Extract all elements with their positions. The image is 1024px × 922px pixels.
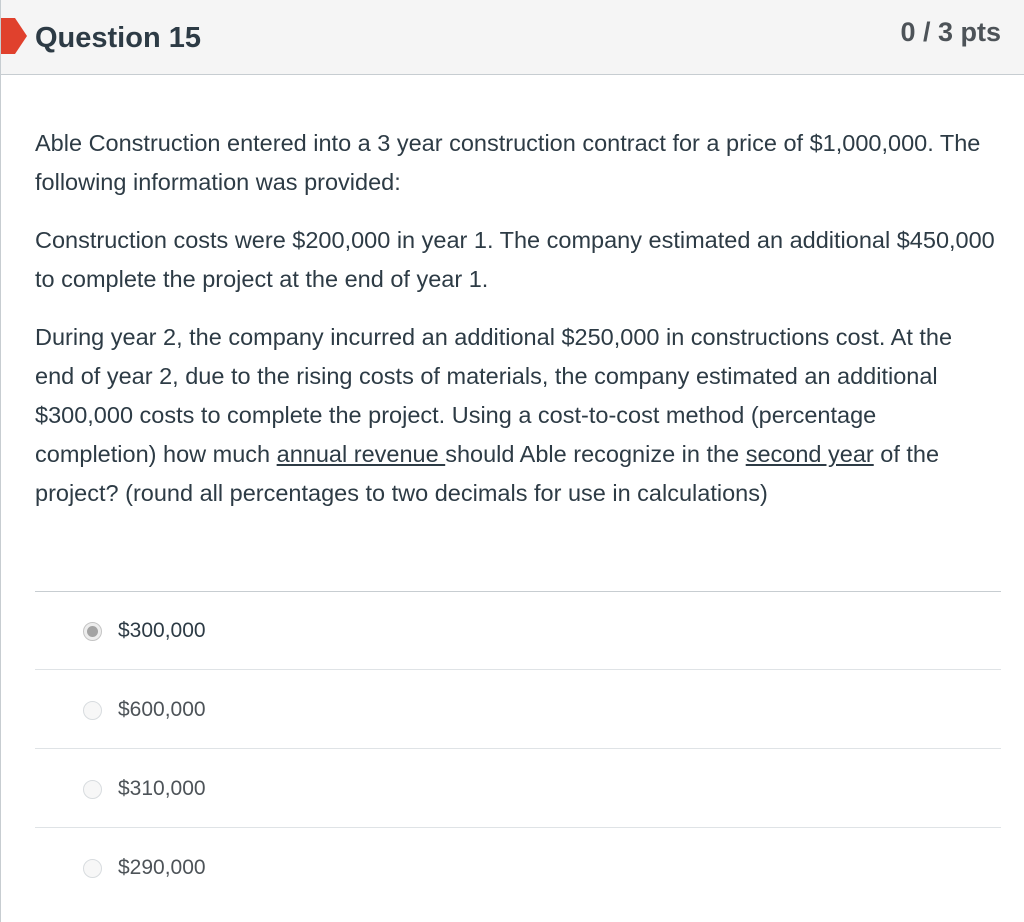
underlined-second-year: second year xyxy=(745,441,874,467)
answer-label: $600,000 xyxy=(118,698,206,721)
question-paragraph-2: Construction costs were $200,000 in year 1. The company estimated an additional $450,000 to complete the project at the end of year 1. xyxy=(35,227,995,292)
paragraph-3-text-a: During year 2, the company incurred an additional $250,000 in constructions cost. At the end of year 2, due to the rising costs of materials, the company estimated an additional $300,000 costs to complete the project. Using a cost-to-cost method (percentage completion) how much xyxy=(35,324,953,467)
underlined-annual-revenue: annual revenue xyxy=(276,441,446,467)
answer-label: $300,000 xyxy=(118,619,206,642)
answer-option-4[interactable] xyxy=(35,829,1001,907)
radio-selected-icon[interactable] xyxy=(83,622,102,641)
answer-option-2[interactable] xyxy=(35,671,1001,749)
question-paragraph-1: Able Construction entered into a 3 year construction contract for a price of $1,000,000. The following information was provided: xyxy=(35,130,981,195)
question-text xyxy=(35,124,995,532)
incorrect-flag-icon xyxy=(1,18,27,54)
question-paragraph-3 xyxy=(35,318,995,513)
radio-unselected-icon[interactable] xyxy=(83,859,102,878)
radio-unselected-icon[interactable] xyxy=(83,701,102,720)
answer-label: $290,000 xyxy=(118,856,206,879)
question-title: Question 15 xyxy=(35,22,201,54)
answer-label: $310,000 xyxy=(118,777,206,800)
paragraph-3-text-b: should Able recognize in the xyxy=(445,441,746,467)
answer-option-1[interactable] xyxy=(35,592,1001,670)
question-points: 0 / 3 pts xyxy=(900,17,1001,47)
radio-unselected-icon[interactable] xyxy=(83,780,102,799)
question-header xyxy=(1,0,1024,75)
answer-option-3[interactable] xyxy=(35,750,1001,828)
paragraph-3-text-c: of the project? (round all percentages to two decimals for use in calculations) xyxy=(35,441,940,506)
